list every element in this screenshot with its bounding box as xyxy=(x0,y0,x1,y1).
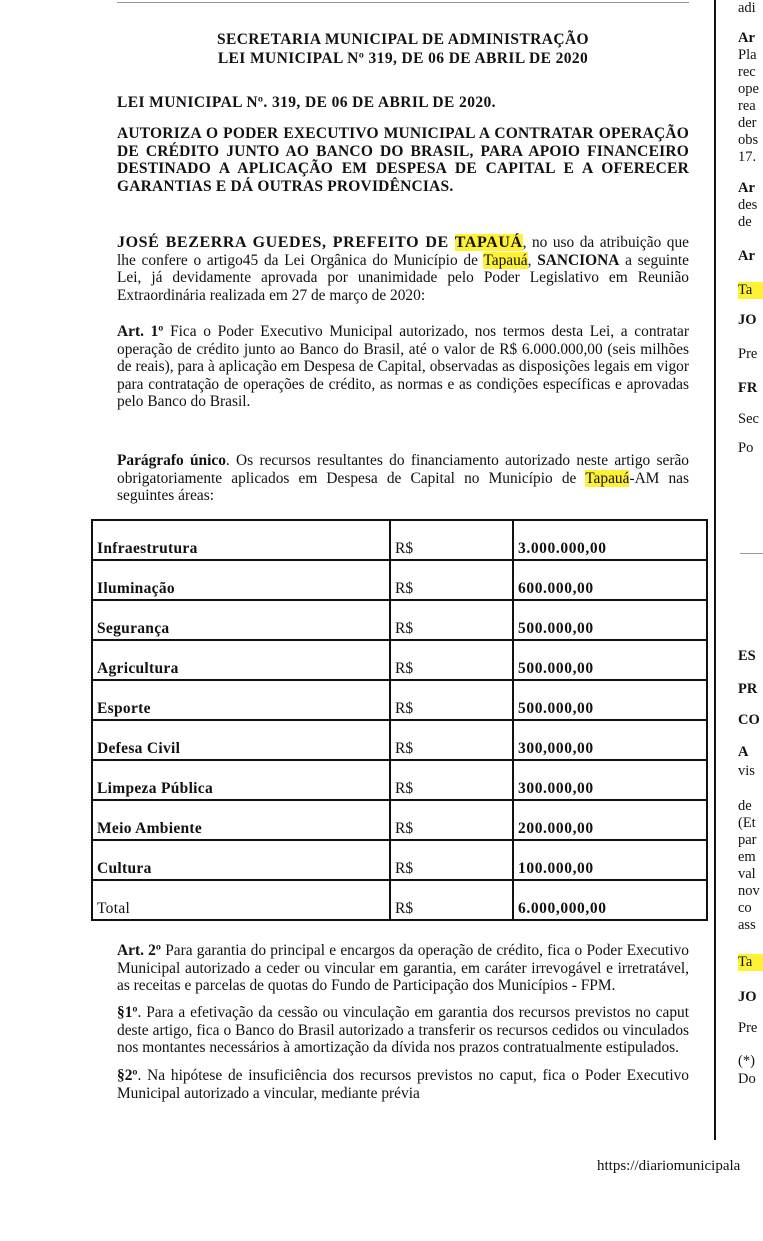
area-cell: Segurança xyxy=(92,600,390,640)
section-2-text: . Na hipótese de insuficiência dos recursos previstos no caput, fica o Poder Executivo Municipal autorizado a vincular, mediante prévia xyxy=(117,1067,689,1102)
right-column-fragment: CO xyxy=(738,712,760,728)
ementa: AUTORIZA O PODER EXECUTIVO MUNICIPAL A CONTRATAR OPERAÇÃO DE CRÉDITO JUNTO AO BANCO DO BRASIL, PARA APOIO FINANCEIRO DESTINADO A APLICAÇÃO EM DESPESA DE CAPITAL E A OFERECER GARANTIAS E DÁ OUTRAS PROVIDÊNCIAS. xyxy=(117,125,689,195)
paragrafo-unico-label: Parágrafo único xyxy=(117,452,226,469)
value-cell: 6.000,000,00 xyxy=(513,880,707,920)
area-cell: Infraestrutura xyxy=(92,520,390,560)
table-row xyxy=(92,520,707,560)
right-column-fragment: 17. xyxy=(738,149,757,165)
value-cell: 600.000,00 xyxy=(513,560,707,600)
city-highlight: Tapauá xyxy=(483,251,528,269)
right-column-fragment: nov xyxy=(738,883,760,899)
currency-cell: R$ xyxy=(390,720,513,760)
area-cell: Iluminação xyxy=(92,560,390,600)
right-column-fragment: vis xyxy=(738,763,755,779)
value-cell: 300.000,00 xyxy=(513,760,707,800)
value-cell: 500.000,00 xyxy=(513,600,707,640)
city-highlight: TAPAUÁ xyxy=(454,234,523,251)
right-column-fragment: Ar xyxy=(738,248,755,264)
paragrafo-unico-text-2: -AM nas seguintes áreas: xyxy=(117,469,690,504)
header-lei: LEI MUNICIPAL Nº 319, DE 06 DE ABRIL DE 2020 xyxy=(217,50,589,67)
right-column-fragment: ass xyxy=(738,917,756,933)
table-row xyxy=(92,840,707,880)
table-row xyxy=(92,680,707,720)
intro-text-3: a seguinte Lei, já devidamente aprovada por unanimidade pelo Poder Legislativo em Reunião Extraordinária realizada em 27 de março de 2020: xyxy=(117,251,689,304)
table-row xyxy=(92,560,707,600)
paragrafo-unico-text-1: . Os recursos resultantes do financiamento autorizado neste artigo serão obrigatoriamente aplicados em Despesa de Capital no Município de xyxy=(117,452,690,487)
currency-cell: R$ xyxy=(390,640,513,680)
article-2-label: Art. 2º xyxy=(117,942,161,959)
right-column-fragment: JO xyxy=(738,989,757,1005)
article-1 xyxy=(117,323,689,411)
right-column-fragment: der xyxy=(738,115,757,131)
top-rule xyxy=(117,2,689,3)
right-column-fragment: FR xyxy=(738,380,758,396)
area-cell: Meio Ambiente xyxy=(92,800,390,840)
section-2-label: §2º xyxy=(117,1067,138,1084)
right-column-fragment: adi xyxy=(738,0,756,16)
table-row xyxy=(92,640,707,680)
section-1 xyxy=(117,1004,689,1057)
value-cell: 500.000,00 xyxy=(513,680,707,720)
currency-cell: R$ xyxy=(390,600,513,640)
right-column-fragment: par xyxy=(738,832,757,848)
currency-cell: R$ xyxy=(390,840,513,880)
right-column-fragment: Do xyxy=(738,1071,756,1087)
area-cell: Total xyxy=(92,880,390,920)
article-2-text: Para garantia do principal e encargos da operação de crédito, fica o Poder Executivo Municipal autorizado a ceder ou vincular em garantia, em caráter irrevogável e irretratável, as receitas e parcelas de quotas do Fundo de Participação dos Municípios - FPM. xyxy=(117,942,689,994)
right-column-fragment: ES xyxy=(738,648,756,664)
right-column-rule xyxy=(740,553,763,554)
currency-cell: R$ xyxy=(390,880,513,920)
currency-cell: R$ xyxy=(390,560,513,600)
value-cell: 3.000.000,00 xyxy=(513,520,707,560)
header-secretaria: SECRETARIA MUNICIPAL DE ADMINISTRAÇÃO xyxy=(216,31,590,48)
intro-lead: JOSÉ BEZERRA GUEDES, PREFEITO DE xyxy=(117,234,455,251)
section-1-text: . Para a efetivação da cessão ou vinculação em garantia dos recursos previstos no caput deste artigo, fica o Banco do Brasil autorizado a transferir os recursos cedidos ou vinculados nos montantes necessários à amortização da dívida nos prazos contratualmente estipulados. xyxy=(117,1004,689,1056)
right-column-fragment: co xyxy=(738,900,752,916)
right-column-fragment: Po xyxy=(738,440,754,456)
right-column-fragment: JO xyxy=(738,312,757,328)
right-column-fragment: Pre xyxy=(738,1020,758,1036)
allocation-table xyxy=(91,519,708,921)
sanciona-label: SANCIONA xyxy=(537,251,620,269)
table-row xyxy=(92,720,707,760)
right-column-fragment: ope xyxy=(738,81,759,97)
right-column-fragment: de xyxy=(738,214,752,230)
currency-cell: R$ xyxy=(390,520,513,560)
right-column-fragment: Sec xyxy=(738,411,759,427)
paragrafo-unico xyxy=(117,452,689,505)
section-1-label: §1º xyxy=(117,1004,138,1021)
right-column-fragment: Pla xyxy=(738,47,757,63)
table-row xyxy=(92,600,707,640)
table-total-row xyxy=(92,880,707,920)
right-column-fragment: (Et xyxy=(738,815,756,831)
right-column-fragment: Pre xyxy=(738,346,758,362)
right-column-fragment: em xyxy=(738,849,756,865)
area-cell: Agricultura xyxy=(92,640,390,680)
value-cell: 100.000,00 xyxy=(513,840,707,880)
right-column-fragment: (*) xyxy=(738,1053,755,1069)
right-column-fragment: des xyxy=(738,197,758,213)
intro-paragraph xyxy=(117,234,689,304)
area-cell: Limpeza Pública xyxy=(92,760,390,800)
right-column-fragment: obs xyxy=(738,132,759,148)
allocation-table-body xyxy=(92,520,707,920)
intro-text-2: , xyxy=(527,251,538,269)
right-column-fragment: Ar xyxy=(738,30,755,46)
section-2 xyxy=(117,1067,689,1102)
city-highlight: Tapauá xyxy=(585,469,630,487)
footer-url[interactable]: https://diariomunicipala xyxy=(597,1158,741,1174)
document-header xyxy=(117,30,689,68)
article-2 xyxy=(117,942,689,995)
currency-cell: R$ xyxy=(390,680,513,720)
area-cell: Defesa Civil xyxy=(92,720,390,760)
value-cell: 500.000,00 xyxy=(513,640,707,680)
right-column-fragment: de xyxy=(738,798,752,814)
right-column-fragment: val xyxy=(738,866,756,882)
area-cell: Esporte xyxy=(92,680,390,720)
intro-text-1: , no uso da atribuição que lhe confere o artigo45 da Lei Orgânica do Município de xyxy=(117,234,689,269)
right-column-fragment: A xyxy=(738,744,749,760)
right-column-fragment: Ar xyxy=(738,180,755,196)
right-column-fragment: rea xyxy=(738,98,756,114)
area-cell: Cultura xyxy=(92,840,390,880)
article-1-text: Fica o Poder Executivo Municipal autorizado, nos termos desta Lei, a contratar operação de crédito junto ao Banco do Brasil, até o valor de R$ 6.000.000,00 (seis milhões de reais), para à aplicação em Despesa de Capital, observadas as disposições legais em vigor para contratação de operações de crédito, as normas e as condições específicas e aprovadas pelo Banco do Brasil. xyxy=(117,323,689,410)
currency-cell: R$ xyxy=(390,800,513,840)
law-title: LEI MUNICIPAL Nº. 319, DE 06 DE ABRIL DE 2020. xyxy=(117,94,496,111)
article-1-label: Art. 1º xyxy=(117,323,164,340)
right-column-fragment: Ta xyxy=(738,282,763,299)
currency-cell: R$ xyxy=(390,760,513,800)
right-column-fragment: Ta xyxy=(738,954,763,971)
right-column-fragment: PR xyxy=(738,681,758,697)
table-row xyxy=(92,800,707,840)
value-cell: 300,000,00 xyxy=(513,720,707,760)
right-column-fragment: rec xyxy=(738,64,756,80)
column-divider xyxy=(714,0,716,1140)
table-row xyxy=(92,760,707,800)
value-cell: 200.000,00 xyxy=(513,800,707,840)
